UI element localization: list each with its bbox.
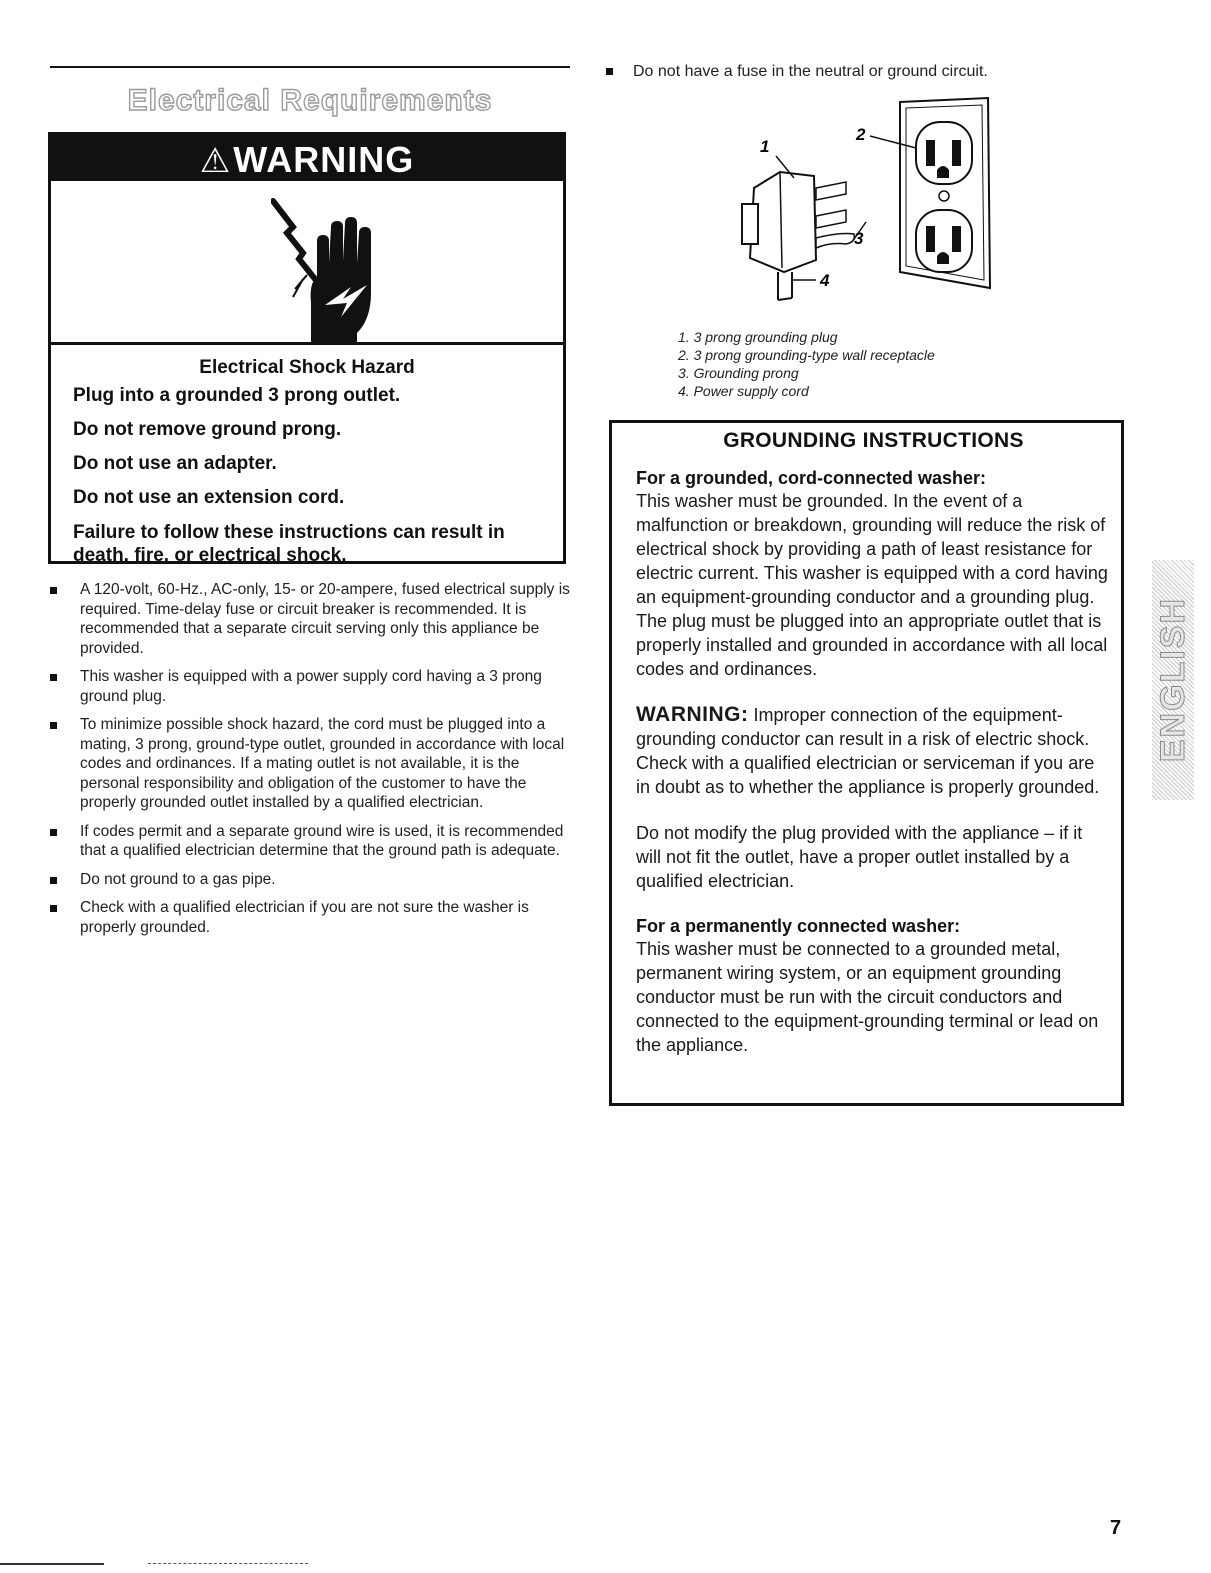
warning-line: Plug into a grounded 3 prong outlet. <box>73 385 401 406</box>
callout-4: 4 <box>820 271 830 290</box>
legend-item: 1. 3 prong grounding plug <box>678 329 838 345</box>
list-item: To minimize possible shock hazard, the cord must be plugged into a mating, 3 prong, ground-type outlet, grounded in accordance with local codes and ordinances. If a mating outlet is not available, it is the personal responsibility and obligation of the customer to have the properly grounded outlet installed by a qualified electrician. <box>50 715 570 813</box>
cord-connected-heading: For a grounded, cord-connected washer: <box>636 468 987 488</box>
warning-divider <box>51 342 563 345</box>
warning-box <box>48 132 566 564</box>
bullet-square-icon <box>50 877 57 884</box>
warning-text <box>73 357 541 567</box>
language-side-tab <box>1152 560 1194 800</box>
warning-triangle-icon: ⚠ <box>199 142 232 180</box>
warning-line: Do not use an adapter. <box>73 453 277 474</box>
figure-legend <box>678 328 1078 400</box>
list-item: Do not ground to a gas pipe. <box>50 870 570 890</box>
plug-outlet-illustration <box>720 92 1000 316</box>
warning-header-label: WARNING <box>233 139 415 180</box>
grounding-warning-text: Improper connection of the equipment-grounding conductor can result in a risk of electric shock. Check with a qualified electrician or serviceman if you are in doubt as to whether the appliance is properly grounded. <box>636 705 1100 797</box>
grounding-title: GROUNDING INSTRUCTIONS <box>723 429 1024 452</box>
bullet-square-icon <box>50 905 57 912</box>
section-title: Electrical Requirements <box>127 84 493 117</box>
grounding-instructions-box <box>609 420 1124 1106</box>
fuse-bullet: Do not have a fuse in the neutral or ground circuit. <box>606 63 1126 81</box>
page-number: 7 <box>1110 1517 1122 1539</box>
hazard-title: Electrical Shock Hazard <box>199 357 415 378</box>
permanent-heading: For a permanently connected washer: <box>636 916 961 936</box>
list-item: If codes permit and a separate ground wire is used, it is recommended that a qualified electrician determine that the ground path is adequate. <box>50 822 570 861</box>
warning-consequence: Failure to follow these instructions can result in death, fire, or electrical shock. <box>73 522 505 566</box>
bullet-square-icon <box>50 722 57 729</box>
bullet-square-icon <box>50 674 57 681</box>
list-item: A 120-volt, 60-Hz., AC-only, 15- or 20-ampere, fused electrical supply is required. Time-delay fuse or circuit breaker is recommended. It is recommended that a separate circuit serving only this appliance be provided. <box>50 580 570 658</box>
callout-3: 3 <box>854 229 864 248</box>
cord-connected-text: This washer must be grounded. In the event of a malfunction or breakdown, grounding will reduce the risk of electrical shock by providing a path of least resistance for electric current. This washer is equipped with a cord having an equipment-grounding conductor and a grounding plug. The plug must be plugged into an appropriate outlet that is properly installed and grounded in accordance with all local codes and ordinances. <box>636 491 1108 679</box>
side-tab-label: ENGLISH <box>1153 597 1192 763</box>
electrical-shock-hand-icon <box>271 193 391 343</box>
modify-plug-text: Do not modify the plug provided with the appliance – if it will not fit the outlet, have a proper outlet installed by a qualified electrician. <box>636 823 1083 891</box>
legend-item: 2. 3 prong grounding-type wall receptacle <box>678 347 935 363</box>
requirements-list <box>50 580 570 946</box>
legend-item: 4. Power supply cord <box>678 383 809 399</box>
bullet-square-icon <box>50 829 57 836</box>
permanent-text: This washer must be connected to a grounded metal, permanent wiring system, or an equipment grounding conductor must be run with the circuit conductors and connected to the equipment-grounding terminal or lead on the appliance. <box>636 939 1099 1055</box>
bottom-rule <box>0 1563 104 1565</box>
top-rule <box>50 66 570 68</box>
bullet-square-icon <box>50 587 57 594</box>
bottom-dash-rule <box>148 1563 308 1565</box>
grounding-warning-label: WARNING: <box>636 703 749 726</box>
list-item: Check with a qualified electrician if you are not sure the washer is properly grounded. <box>50 898 570 937</box>
warning-line: Do not remove ground prong. <box>73 419 342 440</box>
warning-line: Do not use an extension cord. <box>73 487 345 508</box>
legend-item: 3. Grounding prong <box>678 365 799 381</box>
warning-header <box>51 135 563 181</box>
grounding-warning <box>636 703 1111 799</box>
list-item: This washer is equipped with a power supply cord having a 3 prong ground plug. <box>50 667 570 706</box>
callout-2: 2 <box>856 125 866 144</box>
bullet-square-icon <box>606 68 613 75</box>
callout-1: 1 <box>760 137 770 156</box>
